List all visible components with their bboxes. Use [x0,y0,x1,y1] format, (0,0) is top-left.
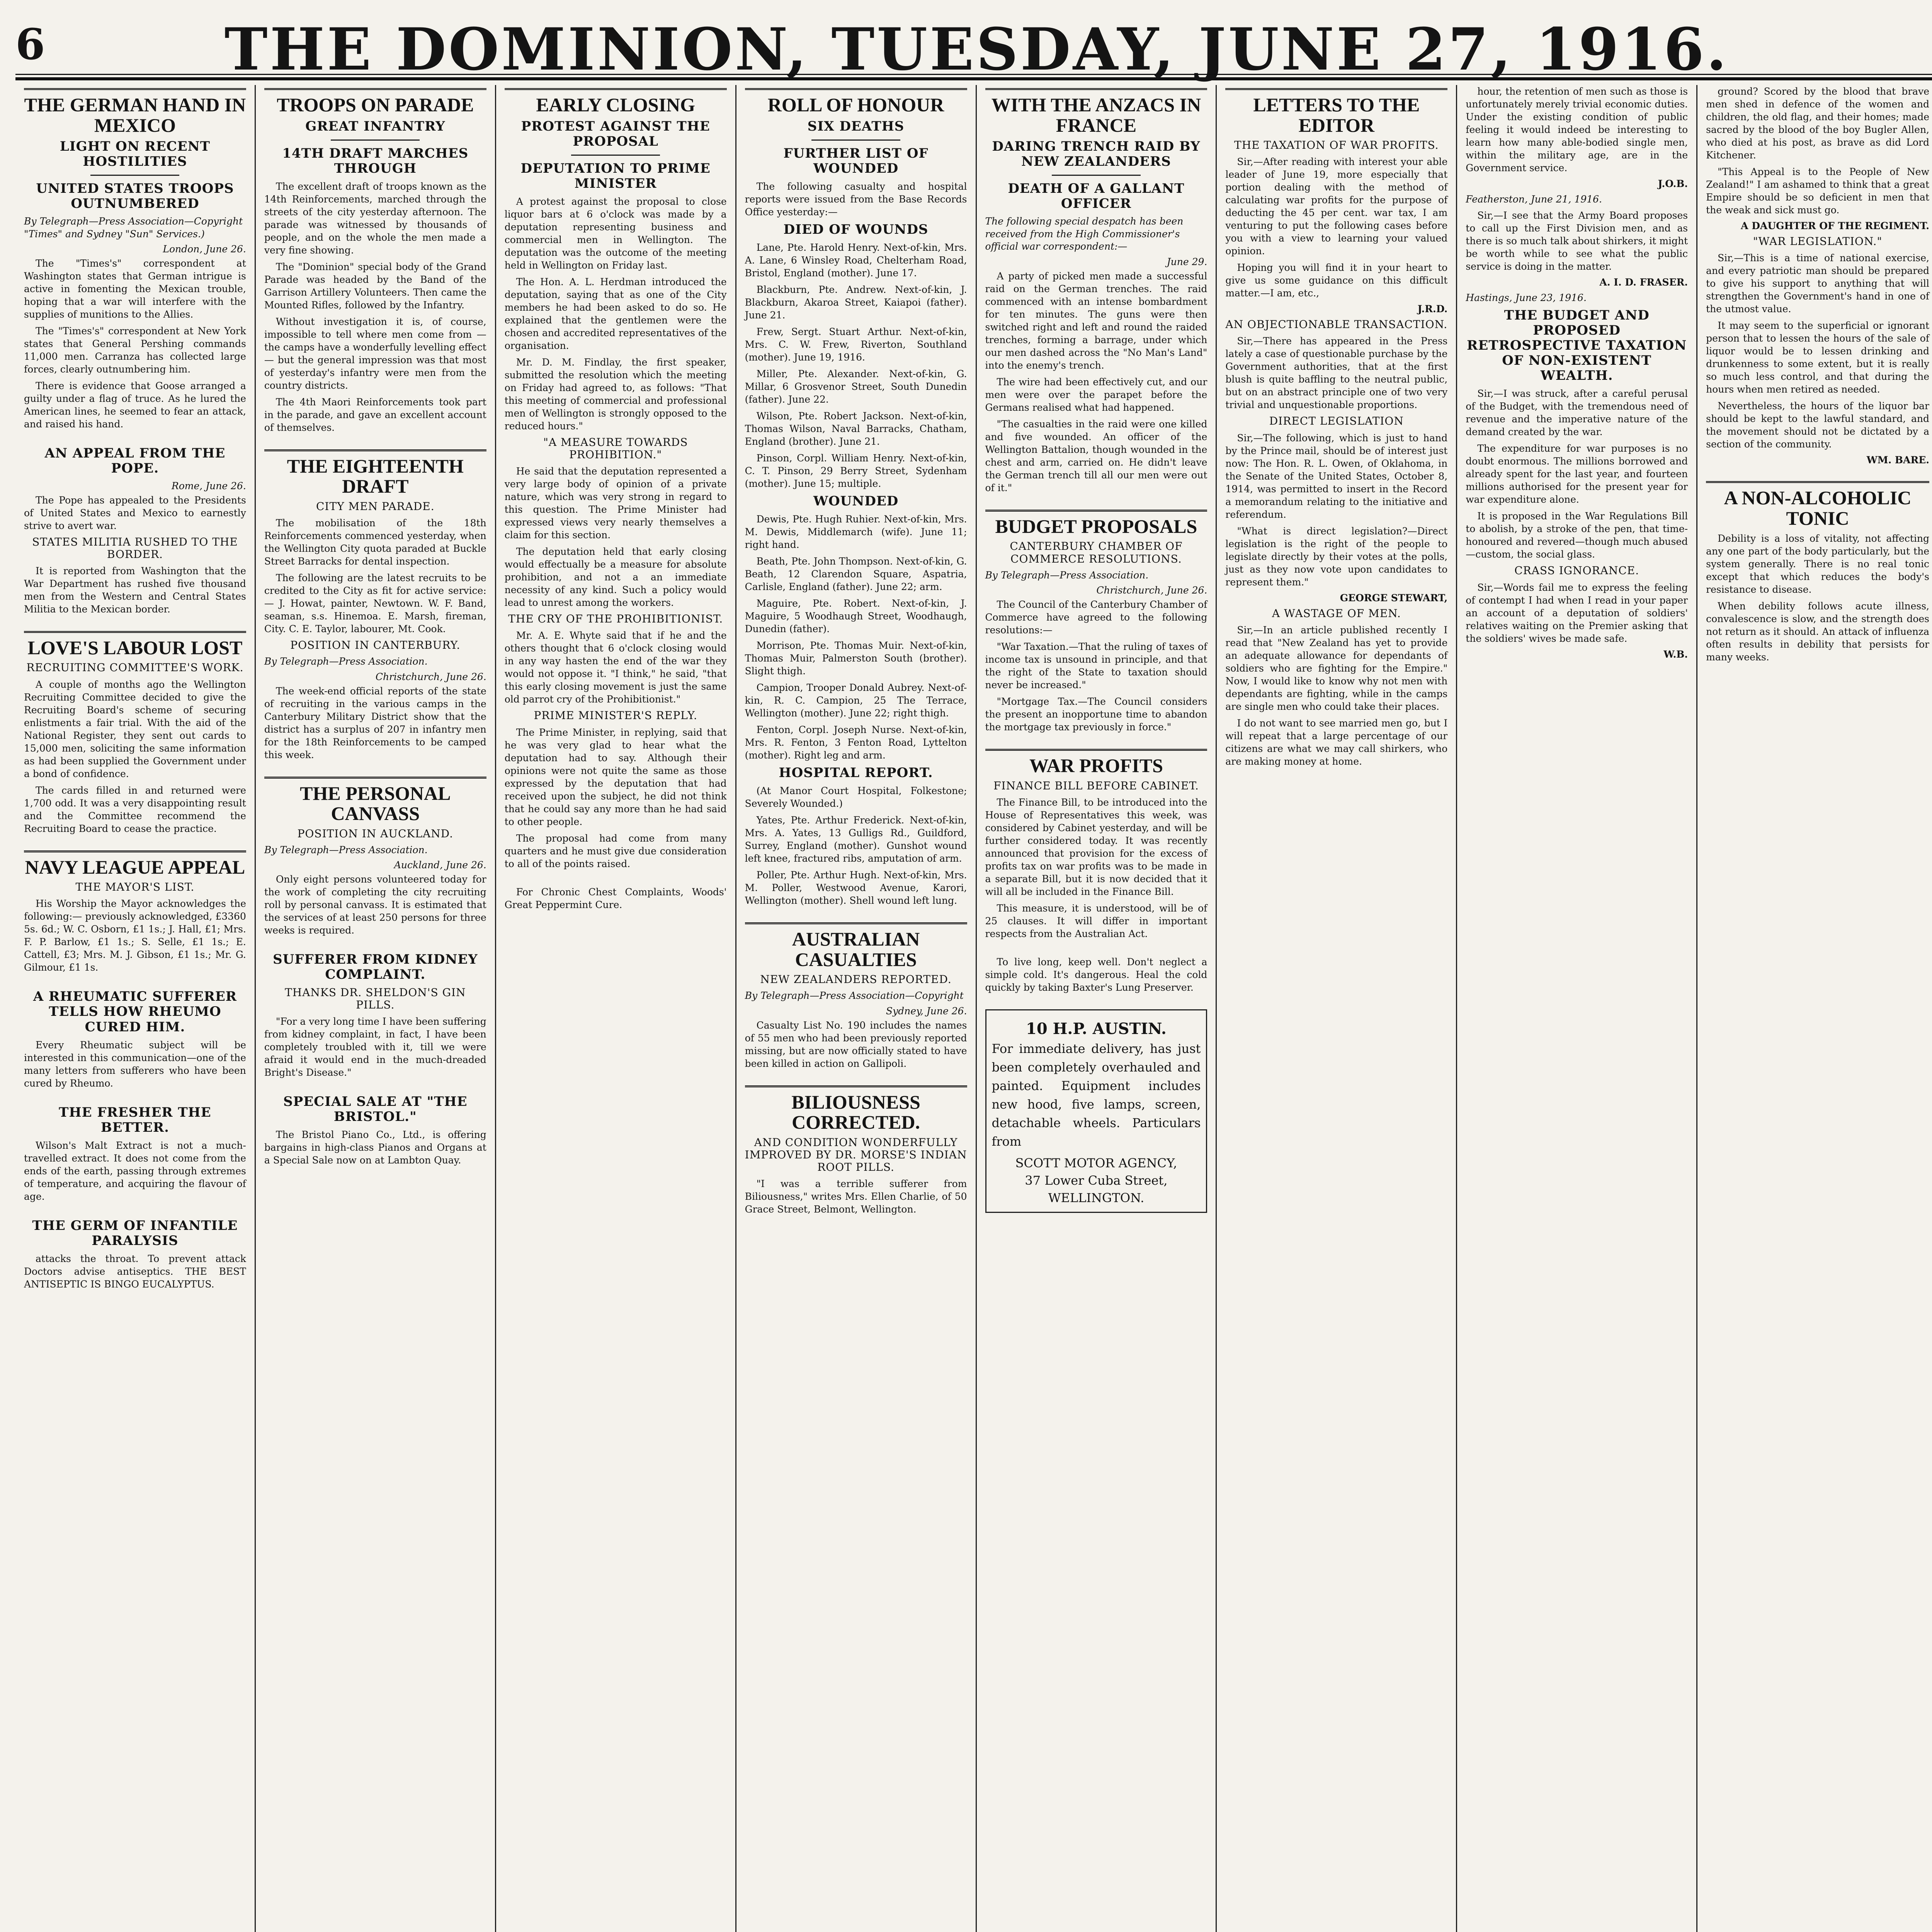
paragraph: The wire had been effectively cut, and our men were over the parapet before the Germans realised what had happened. [985,376,1208,413]
paragraph: Casualty List No. 190 includes the names of 55 men who had been previously reported missing, but are now officially stated to have been killed in action on Gallipoli. [745,1019,967,1069]
paragraph: The "Times's" correspondent at Washington states that German intrigue is active in fomenting the Mexican trouble, hoping that a war will interfere with the supplies of munitions to the Allies. [24,258,246,320]
paragraph: The Pope has appealed to the Presidents of United States and Mexico to earnestly strive to avert war. [24,494,246,531]
article-early-closing [505,88,727,870]
subheadline: CANTERBURY CHAMBER OF COMMERCE RESOLUTIONS. [1010,540,1183,565]
subheadline: SIX DEATHS [807,118,905,134]
paragraph: The Hon. A. L. Herdman introduced the deputation, saying that as one of the City members he had been asked to do so. He explained that the gentlemen were the chosen and accredited representatives of the organisation. [504,276,727,351]
signature: J.O.B. [1658,178,1688,189]
headline: BUDGET PROPOSALS [985,510,1208,537]
casualty-entry: Beath, Pte. John Thompson. Next-of-kin, G. Beath, 12 Clarendon Square, Aspatria, Carlisle, England (father). June 22; arm. [745,555,967,592]
headline: WITH THE ANZACS IN FRANCE [985,88,1208,135]
article-australian-casualties [745,922,967,1070]
subheadline: DIED OF WOUNDS [783,221,929,237]
paragraph: Debility is a loss of vitality, not affecting any one part of the body particularly, but the system generally. There is no real tonic except that which reduces the body's resistance to disease. [1706,533,1929,595]
ad-text: For immediate delivery, has just been completely overhauled and painted. Equipment includes new hood, five lamps, screen, detachable wheels. Particulars from [992,1041,1201,1149]
paragraph: Sir,—In an article published recently I read that "New Zealand has yet to provide an adequate allowance for dependants of soldiers who are fighting for the Empire." Now, I would like to know why not men with dependants are fighting, while in the camps are single men who could take their places. [1225,624,1448,712]
paragraph: Sir,—There has appeared in the Press lately a case of questionable purchase by the Government authorities, that at the first blush is quite baffling to the neutral public, but on an abstract principle one of two very trivial and unquestionable proportions. [1225,335,1448,411]
newspaper-title: THE DOMINION, TUESDAY, JUNE 27, 1916. [224,15,1729,83]
subheadline: THE BUDGET AND PROPOSED RETROSPECTIVE TAXATION OF NON-EXISTENT WEALTH. [1467,308,1687,384]
masthead-rule [15,74,1932,75]
headline: AUSTRALIAN CASUALTIES [745,922,967,969]
signature: WM. BARE. [1866,454,1929,466]
paragraph: ground? Scored by the blood that brave men shed in defence of the women and children, the old flag, and their homes; made sacred by the blood of the boy Bugler Allen, who died at his post, as brave as did Lord Kitchener. [1706,86,1929,161]
article-budget-proposals [985,510,1208,733]
casualty-entry: Fenton, Corpl. Joseph Nurse. Next-of-kin, Mrs. R. Fenton, 3 Fenton Road, Lyttelton (mother). Right leg and arm. [745,724,967,761]
article-fresher-better [24,1105,246,1203]
subheadline: LIGHT ON RECENT HOSTILITIES [60,139,211,170]
column-4 [736,85,977,1932]
subheadline: GREAT INFANTRY [305,118,446,134]
column-6 [1217,85,1457,1932]
headline: ROLL OF HONOUR [745,88,967,115]
paragraph: "What is direct legislation?—Direct legislation is the right of the people to legislate directly by their votes at the polls, just as they now vote upon candidates to represent them." [1225,525,1448,588]
subheadline: THE GERM OF INFANTILE PARALYSIS [32,1218,238,1248]
paragraph: The Bristol Piano Co., Ltd., is offering bargains in high-class Pianos and Organs at a Special Sale now on at Lambton Quay. [264,1129,486,1166]
paragraph: Sir,—I was struck, after a careful perusal of the Budget, with the tremendous need of revenue and the imperative nature of the demand created by the war. [1466,388,1688,438]
subheadline: AN OBJECTIONABLE TRANSACTION. [1225,318,1448,331]
dateline: Christchurch, June 26. [375,671,486,682]
paragraph: Sir,—I see that the Army Board proposes to call up the First Division men, and as there is so much talk about shirkers, it might be worth while to see what the public service is doing in the matter. [1466,209,1688,272]
paragraph: For Chronic Chest Complaints, Woods' Great Peppermint Cure. [504,886,727,910]
signature: J.R.D. [1417,303,1448,315]
subheadline: THE MAYOR'S LIST. [75,881,195,894]
paragraph: "The casualties in the raid were one killed and five wounded. An officer of the Wellington Battalion, though wounded in the chest and arm, carried on. He didn't leave the German trench till all our men were out of it." [985,418,1208,493]
divider [811,139,900,141]
subheadline: "WAR LEGISLATION." [1753,235,1883,248]
subheadline: WOUNDED [813,493,899,509]
paragraph: Only eight persons volunteered today for the work of completing the city recruiting roll by personal canvass. It is estimated that the services of at least 250 persons for three weeks is required. [264,874,486,936]
paragraph: A party of picked men made a successful raid on the German trenches. The raid commenced with an intense bombardment for ten minutes. The guns were then switched right and left and round the raided trenches, forming a barrage, under which our men dashed across the "No Man's Land" into the enemy's trench. [985,270,1208,371]
article-loves-labour-lost [24,631,246,835]
casualty-entry: Pinson, Corpl. William Henry. Next-of-kin, C. T. Pinson, 29 Berry Street, Sydenham (mother). June 15; multiple. [745,452,967,489]
paragraph: The 4th Maori Reinforcements took part in the parade, and gave an excellent account of themselves. [264,396,486,433]
subheadline: "A MEASURE TOWARDS PROHIBITION." [543,435,688,461]
ad-austin-car [985,1009,1208,1213]
casualty-entry: Frew, Sergt. Stuart Arthur. Next-of-kin, Mrs. C. W. Frew, Riverton, Southland (mother). June 19, 1916. [745,326,967,363]
headline: THE EIGHTEENTH DRAFT [264,449,486,497]
paragraph: Sir,—Words fail me to express the feeling of contempt I had when I read in your paper an account of a deputation of soldiers' relatives waiting on the Premier asking that the soldiers' wives be made safe. [1466,582,1688,644]
paragraph: Nevertheless, the hours of the liquor bar should be kept to the lawful standard, and the movement should not be dictated by a section of the community. [1706,400,1929,450]
paragraph: It is proposed in the War Regulations Bill to abolish, by a stroke of the pen, that time-honoured and revered—though much abused—custom, the social glass. [1466,510,1688,560]
divider [571,155,660,156]
subheadline: THE CRY OF THE PROHIBITIONIST. [508,612,723,626]
subheadline: SPECIAL SALE AT "THE BRISTOL." [283,1094,468,1124]
subheadline: CITY MEN PARADE. [316,500,435,513]
casualty-entry: Morrison, Pte. Thomas Muir. Next-of-kin, Thomas Muir, Palmerston South (brother). Slight thigh. [745,639,967,677]
column-3 [496,85,736,1932]
paragraph: The Prime Minister, in replying, said that he was very glad to hear what the deputation had to say. Although their opinions were not quite the same as those expressed by the deputation that had received upon the subject, he did not think that he could say any more than he had said to other people. [504,726,727,827]
article-infantile-paralysis [24,1218,246,1291]
paragraph: Without investigation it is, of course, impossible to tell where men come from — the camps have a wonderfully levelling effect — but the general impression was that most of yesterday's infantry were men from the country districts. [264,316,486,391]
article-biliousness [745,1085,967,1216]
subheadline: DARING TRENCH RAID BY NEW ZEALANDERS [992,139,1201,170]
signature: A. I. D. FRASER. [1599,276,1688,288]
subheadline: 14TH DRAFT MARCHES THROUGH [282,145,469,176]
article-kidney-complaint [264,952,486,1079]
paragraph: I do not want to see married men go, but I will repeat that a large percentage of our citizens are what we may call shirkers, who are making money at home. [1225,717,1448,767]
article-german-hand-mexico [24,88,246,430]
headline: TROOPS ON PARADE [264,88,486,115]
subheadline: RECRUITING COMMITTEE'S WORK. [26,661,244,674]
subheadline: POSITION IN CANTERBURY. [290,638,461,651]
casualty-entry: Blackburn, Pte. Andrew. Next-of-kin, J. Blackburn, Akaroa Street, Kaiapoi (father). June 21. [745,284,967,321]
paragraph: "For a very long time I have been suffering from kidney complaint, in fact, I have been completely troubled with it, till we were afraid it would end in the much-dreaded Bright's Disease." [264,1015,486,1078]
dateline: Hastings, June 23, 1916. [1466,292,1587,303]
paragraph: The deputation held that early closing would effectually be a measure for absolute prohibition, and not a an immediate necessity of any kind. Such a policy would lead to unrest among the workers. [504,546,727,609]
casualty-entry: Yates, Pte. Arthur Frederick. Next-of-kin, Mrs. A. Yates, 13 Gulligs Rd., Guildford, Surrey, England (mother). Gunshot wound left knee, fractured ribs, amputation of arm. [745,815,967,864]
paragraph: The week-end official reports of the state of recruiting in the various camps in the Canterbury Military District show that the district has a surplus of 207 in infantry men for the 18th Reinforcements to be camped this week. [264,685,486,760]
paragraph: To live long, keep well. Don't neglect a simple cold. It's dangerous. Heal the cold quickly by taking Baxter's Lung Preserver. [985,956,1208,993]
dateline: Featherston, June 21, 1916. [1466,194,1602,205]
subheadline: SUFFERER FROM KIDNEY COMPLAINT. [273,952,478,983]
headline: WAR PROFITS [985,749,1208,776]
dateline: Christchurch, June 26. [1096,585,1208,596]
subheadline: CRASS IGNORANCE. [1514,564,1639,577]
subheadline: PRIME MINISTER'S REPLY. [534,709,697,722]
subheadline: UNITED STATES TROOPS OUTNUMBERED [36,181,234,212]
paragraph: When debility follows acute illness, convalescence is slow, and the strength does not return as it should. An attack of influenza often results in debility that persists for many weeks. [1706,600,1929,663]
paragraph: The excellent draft of troops known as the 14th Reinforcements, marched through the streets of the city yesterday afternoon. The parade was witnessed by thousands of people, and on the whole the men made a very fine showing. [264,180,486,256]
subheadline: AN APPEAL FROM THE POPE. [44,446,226,476]
paragraph: hour, the retention of men such as those is unfortunately merely trivial economic duties. Under the existing condition of public feeling it would indeed be interesting to learn how many able-bodied single men, within the military age, are in the Government service. [1466,86,1688,173]
article-navy-league [24,850,246,974]
paragraph: Sir,—The following, which is just to hand by the Prince mail, should be of interest just now: The Hon. R. L. Owen, of Oklahoma, in the Senate of the United States, October 8, 1914, was permitted to insert in the Record a memorandum relating to the initiative and referendum. [1225,432,1448,520]
casualty-entry: Lane, Pte. Harold Henry. Next-of-kin, Mrs. A. Lane, 6 Winsley Road, Chelterham Road, Bristol, England (mother). June 17. [745,242,967,279]
subheadline: A WASTAGE OF MEN. [1272,607,1401,620]
paragraph: The "Dominion" special body of the Grand Parade was headed by the Band of the Garrison Artillery Volunteers. Then came the Mounted Rifles, followed by the Infantry. [264,261,486,311]
paragraph: Sir,—After reading with interest your able leader of June 19, more especially that portion dealing with the method of calculating war profits for the purpose of deducting the 45 per cent. war tax, I am venturing to put the following cases before you with a view to learning your valued opinion. [1225,156,1448,257]
paragraph: The "Times's" correspondent at New York states that General Pershing commands 11,000 men. Carranza has collected large forces, clearly outnumbering him. [24,325,246,375]
subheadline: NEW ZEALANDERS REPORTED. [760,973,952,986]
subheadline: FURTHER LIST OF WOUNDED [783,145,929,176]
byline: By Telegraph—Press Association. [264,844,428,855]
subheadline: STATES MILITIA RUSHED TO THE BORDER. [32,535,238,561]
paragraph: The proposal had come from many quarters and he must give due consideration to all of the points raised. [504,832,727,869]
divider [1052,175,1141,176]
subheadline: DEPUTATION TO PRIME MINISTER [520,160,711,191]
column-1 [15,85,256,1932]
subheadline: FINANCE BILL BEFORE CABINET. [993,779,1199,792]
paragraph: Wilson's Malt Extract is not a much-travelled extract. It does not come from the ends of the earth, passing through extremes of temperature, and acquiring the flavour of age. [24,1139,246,1202]
casualty-entry: Dewis, Pte. Hugh Ruhier. Next-of-kin, Mrs. M. Dewis, Middlemarch (wife). June 11; right hand. [745,513,967,550]
paragraph: The mobilisation of the 18th Reinforcements commenced yesterday, when the Wellington City quota paraded at Buckle Street Barracks for dental inspection. [264,517,486,567]
paragraph: The expenditure for war purposes is no doubt enormous. The millions borrowed and already spent for the last year, and fourteen millions authorised for the present year for war expenditure alone. [1466,443,1688,505]
masthead [15,8,1932,83]
paragraph: The cards filled in and returned were 1,700 odd. It was a very disappointing result and the Committee recommend the Recruiting Board to cease the practice. [24,784,246,834]
paragraph: There is evidence that Goose arranged a guilty under a flag of truce. As he lured the American lines, he seemed to fear an attack, and raised his hand. [24,380,246,430]
columns [15,85,1932,1932]
headline: THE GERMAN HAND IN MEXICO [24,88,246,135]
dateline: Sydney, June 26. [886,1005,967,1017]
signature: W.B. [1663,648,1688,660]
headline: BILIOUSNESS CORRECTED. [745,1085,967,1133]
subheadline: AND CONDITION WONDERFULLY IMPROVED BY DR. MORSE'S INDIAN ROOT PILLS. [745,1136,967,1174]
ad-headline: 10 H.P. AUSTIN. [1026,1019,1167,1038]
headline: LOVE'S LABOUR LOST [24,631,246,658]
ad-company: SCOTT MOTOR AGENCY, [1015,1155,1177,1170]
paragraph: "I was a terrible sufferer from Biliousness," writes Mrs. Ellen Charlie, of 50 Grace Street, Belmont, Wellington. [745,1178,967,1215]
article-letters-final [1706,85,1929,466]
signature: GEORGE STEWART, [1340,592,1448,604]
headline: EARLY CLOSING [505,88,727,115]
subheadline: POSITION IN AUCKLAND. [297,827,454,840]
paragraph: This measure, it is understood, will be of 25 clauses. It will differ in important respects from the Australian Act. [985,902,1208,939]
article-non-alcoholic-tonic [1706,481,1929,663]
dateline: London, June 26. [163,243,246,255]
byline: By Telegraph—Press Association—Copyright [745,990,964,1002]
paragraph: Hoping you will find it in your heart to give us some guidance on this difficult matter.—I am, etc., [1225,262,1448,299]
paragraph: Mr. D. M. Findlay, the first speaker, submitted the resolution which the meeting on Friday had agreed to, as follows: "That this meeting of commercial and professional men of Wellington is strongly opposed to the reduced hours." [504,356,727,432]
paragraph: The Finance Bill, to be introduced into the House of Representatives this week, was considered by Cabinet yesterday, and will be further considered today. It was recently announced that provision for the excess of profits tax on war profits was to be made in a separate Bill, but it is now decided that it will all be included in the Finance Bill. [985,796,1208,897]
paragraph: Sir,—This is a time of national exercise, and every patriotic man should be prepared to give his support to anything that will strengthen the Government's hand in one of the utmost value. [1706,252,1929,315]
headline: THE PERSONAL CANVASS [264,777,486,824]
article-personal-canvass [264,777,486,937]
paragraph: Mr. A. E. Whyte said that if he and the others thought that 6 o'clock closing would in any way hasten the end of the war they would not oppose it. "I think," he said, "that this early closing movement is just the same old parrot cry of the Prohibitionist." [504,630,727,705]
subheadline: A RHEUMATIC SUFFERER TELLS HOW RHEUMO CURED HIM. [33,989,237,1035]
subheadline: DIRECT LEGISLATION [1269,415,1404,428]
article-rheumatic [24,989,246,1089]
casualty-entry: Miller, Pte. Alexander. Next-of-kin, G. Millar, 6 Grosvenor Street, South Dunedin (father). June 22. [745,368,967,405]
dateline: June 29. [1167,256,1208,267]
subheadline: DEATH OF A GALLANT OFFICER [1008,181,1185,212]
paragraph: The following casualty and hospital reports were issued from the Base Records Office yesterday:— [745,180,967,218]
paragraph: His Worship the Mayor acknowledges the following:— previously acknowledged, £3360 5s. 6d.; W. C. Osborn, £1 1s.; J. Hall, £1; Mrs. F. P. Barlow, £1 1s.; S. Selle, £1 1s.; E. Cattell, £3; Mrs. M. J. Gibson, £1 1s.; Mr. G. Gilmour, £1 1s. [24,898,246,973]
subheadline: PROTEST AGAINST THE PROPOSAL [521,118,710,149]
paragraph: "War Taxation.—That the ruling of taxes of income tax is unsound in principle, and that the right of the State to taxation should never be increased." [985,641,1208,691]
article-troops-parade [264,88,486,434]
casualty-entry: Maguire, Pte. Robert. Next-of-kin, J. Maguire, 5 Woodhaugh Street, Woodhaugh, Dunedin (father). [745,597,967,634]
byline: By Telegraph—Press Association. [985,569,1149,581]
paragraph: A protest against the proposal to close liquor bars at 6 o'clock was made by a deputation representing business and commercial men in Wellington. The deputation was the outcome of the meeting held in Wellington on Friday last. [504,196,727,271]
article-pope-appeal [24,446,246,616]
article-war-profits [985,749,1208,940]
ad-address: 37 Lower Cuba Street, [1025,1173,1168,1188]
ad-city: WELLINGTON. [1048,1190,1145,1205]
paragraph: attacks the throat. To prevent attack Doctors advise antiseptics. THE BEST ANTISEPTIC IS BINGO EUCALYPTUS. [24,1253,246,1290]
byline: By Telegraph—Press Association. [264,656,428,667]
divider [331,139,420,141]
paragraph: (At Manor Court Hospital, Folkestone; Severely Wounded.) [745,785,967,810]
headline: LETTERS TO THE EDITOR [1225,88,1447,135]
byline: By Telegraph—Press Association—Copyright "Times" and Sydney "Sun" Services.) [24,216,243,240]
article-letters-continued [1466,85,1688,660]
headline: NAVY LEAGUE APPEAL [24,850,246,878]
paragraph: He said that the deputation represented a very large body of opinion of a private nature, which was very strong in regard to this question. The Prime Minister had expressed views very nearly themselves a claim for this section. [504,466,727,541]
headline: A NON-ALCOHOLIC TONIC [1706,481,1929,528]
paragraph: Every Rheumatic subject will be interested in this communication—one of the many letters from sufferers who have been cured by Rheumo. [24,1039,246,1089]
column-7 [1457,85,1697,1932]
dateline: Auckland, June 26. [394,859,486,871]
article-eighteenth-draft [264,449,486,761]
paragraph: The following are the latest recruits to be credited to the City as fit for active service:— J. Howat, painter, Newtown. W. F. Band, seaman, s.s. Hinemoa. E. Marsh, fireman, City. C. E. Taylor, labourer, Mt. Cook. [264,572,486,634]
paragraph: A couple of months ago the Wellington Recruiting Committee decided to give the Recruiting Board's scheme of securing enlistments a fair trial. With the aid of the National Register, they sent out cards to 15,000 men, soliciting the same information as had been supplied the Government under a bond of confidence. [24,679,246,779]
column-2 [256,85,496,1932]
casualty-entry: Campion, Trooper Donald Aubrey. Next-of-kin, R. C. Campion, 25 The Terrace, Wellington (mother). June 22; right thigh. [745,682,967,719]
casualty-entry: Wilson, Pte. Robert Jackson. Next-of-kin, Thomas Wilson, Naval Barracks, Chatham, England (brother). June 21. [745,410,967,447]
byline: The following special despatch has been received from the High Commissioner's official war correspondent:— [985,216,1184,252]
paragraph: The Council of the Canterbury Chamber of Commerce have agreed to the following resolutions:— [985,599,1208,636]
subheadline: THE FRESHER THE BETTER. [59,1104,211,1135]
casualty-entry: Poller, Pte. Arthur Hugh. Next-of-kin, Mrs. M. Poller, Westwood Avenue, Karori, Wellington (mother). Shell wound left lung. [745,869,967,906]
paragraph: It may seem to the superficial or ignorant person that to lessen the hours of the sale of liquor would be to lessen drinking and drunkenness to some extent, but it is really so much less control, and that during the hours when men retired as needed. [1706,320,1929,395]
column-8 [1697,85,1932,1932]
subheadline: THANKS DR. SHELDON'S GIN PILLS. [285,986,466,1011]
page-number: 6 [15,19,45,69]
signature: A DAUGHTER OF THE REGIMENT. [1741,220,1929,231]
article-bristol-sale [264,1094,486,1167]
article-letters-to-editor [1225,88,1447,768]
article-lung-preserver [985,956,1208,994]
paragraph: It is reported from Washington that the War Department has rushed five thousand men from the Western and Central States Militia to the Mexican border. [24,565,246,615]
paragraph: "Mortgage Tax.—The Council considers the present an inopportune time to abandon the mortgage tax previously in force." [985,696,1208,733]
article-peppermint-cure [505,886,727,911]
column-5 [977,85,1217,1932]
paragraph: "This Appeal is to the People of New Zealand!" I am ashamed to think that a great Empire should be so deficient in men that the weak and sick must go. [1706,166,1929,216]
article-anzacs-france [985,88,1208,494]
dateline: Rome, June 26. [171,480,246,492]
subheadline: HOSPITAL REPORT. [779,765,933,781]
article-roll-of-honour [745,88,967,907]
divider [90,175,179,176]
subheadline: THE TAXATION OF WAR PROFITS. [1234,139,1439,151]
